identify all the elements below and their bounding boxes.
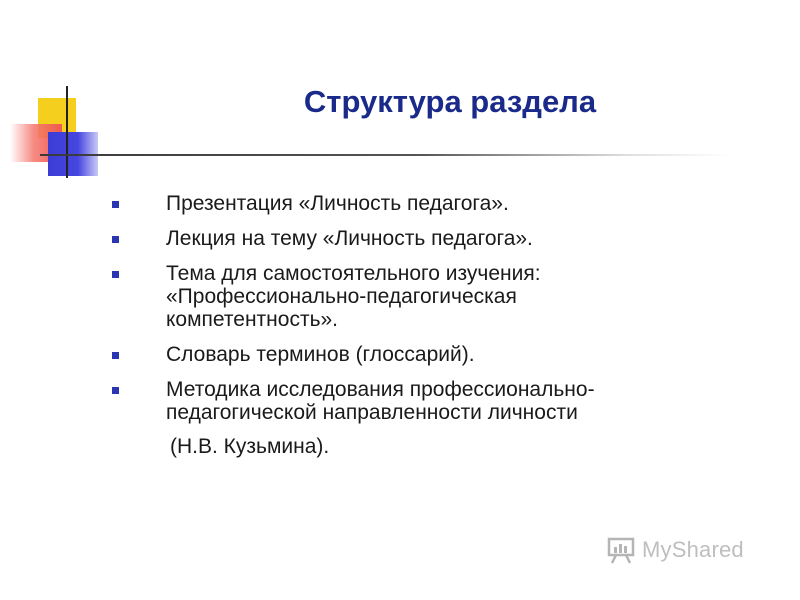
slide-title: Структура раздела [303, 84, 597, 119]
bullet-square-icon [112, 201, 119, 208]
watermark-text: MyShared [642, 537, 744, 562]
watermark [606, 535, 744, 565]
bullet-text: Методика исследования профессионально- педагогической направленности личности [166, 378, 595, 424]
bullet-list [112, 192, 752, 436]
bullet-item [112, 227, 752, 250]
bullet-square-icon [112, 387, 119, 394]
bullet-square-icon [112, 271, 119, 278]
title-underline [40, 154, 730, 156]
bullet-item [112, 378, 752, 424]
bullet-item [112, 262, 752, 331]
bullet-text: Презентация «Личность педагога». [166, 192, 509, 215]
author-note: (Н.В. Кузьмина). [170, 435, 330, 458]
presentation-board-icon [606, 535, 636, 565]
bullet-square-icon [112, 352, 119, 359]
bullet-text: Тема для самостоятельного изучения: «Профессионально-педагогическая компетентность». [166, 262, 541, 331]
bullet-text: Словарь терминов (глоссарий). [166, 343, 475, 366]
bullet-item [112, 192, 752, 215]
decorative-vertical-line [66, 86, 68, 178]
bullet-text: Лекция на тему «Личность педагога». [166, 227, 533, 250]
bullet-square-icon [112, 236, 119, 243]
bullet-item [112, 343, 752, 366]
